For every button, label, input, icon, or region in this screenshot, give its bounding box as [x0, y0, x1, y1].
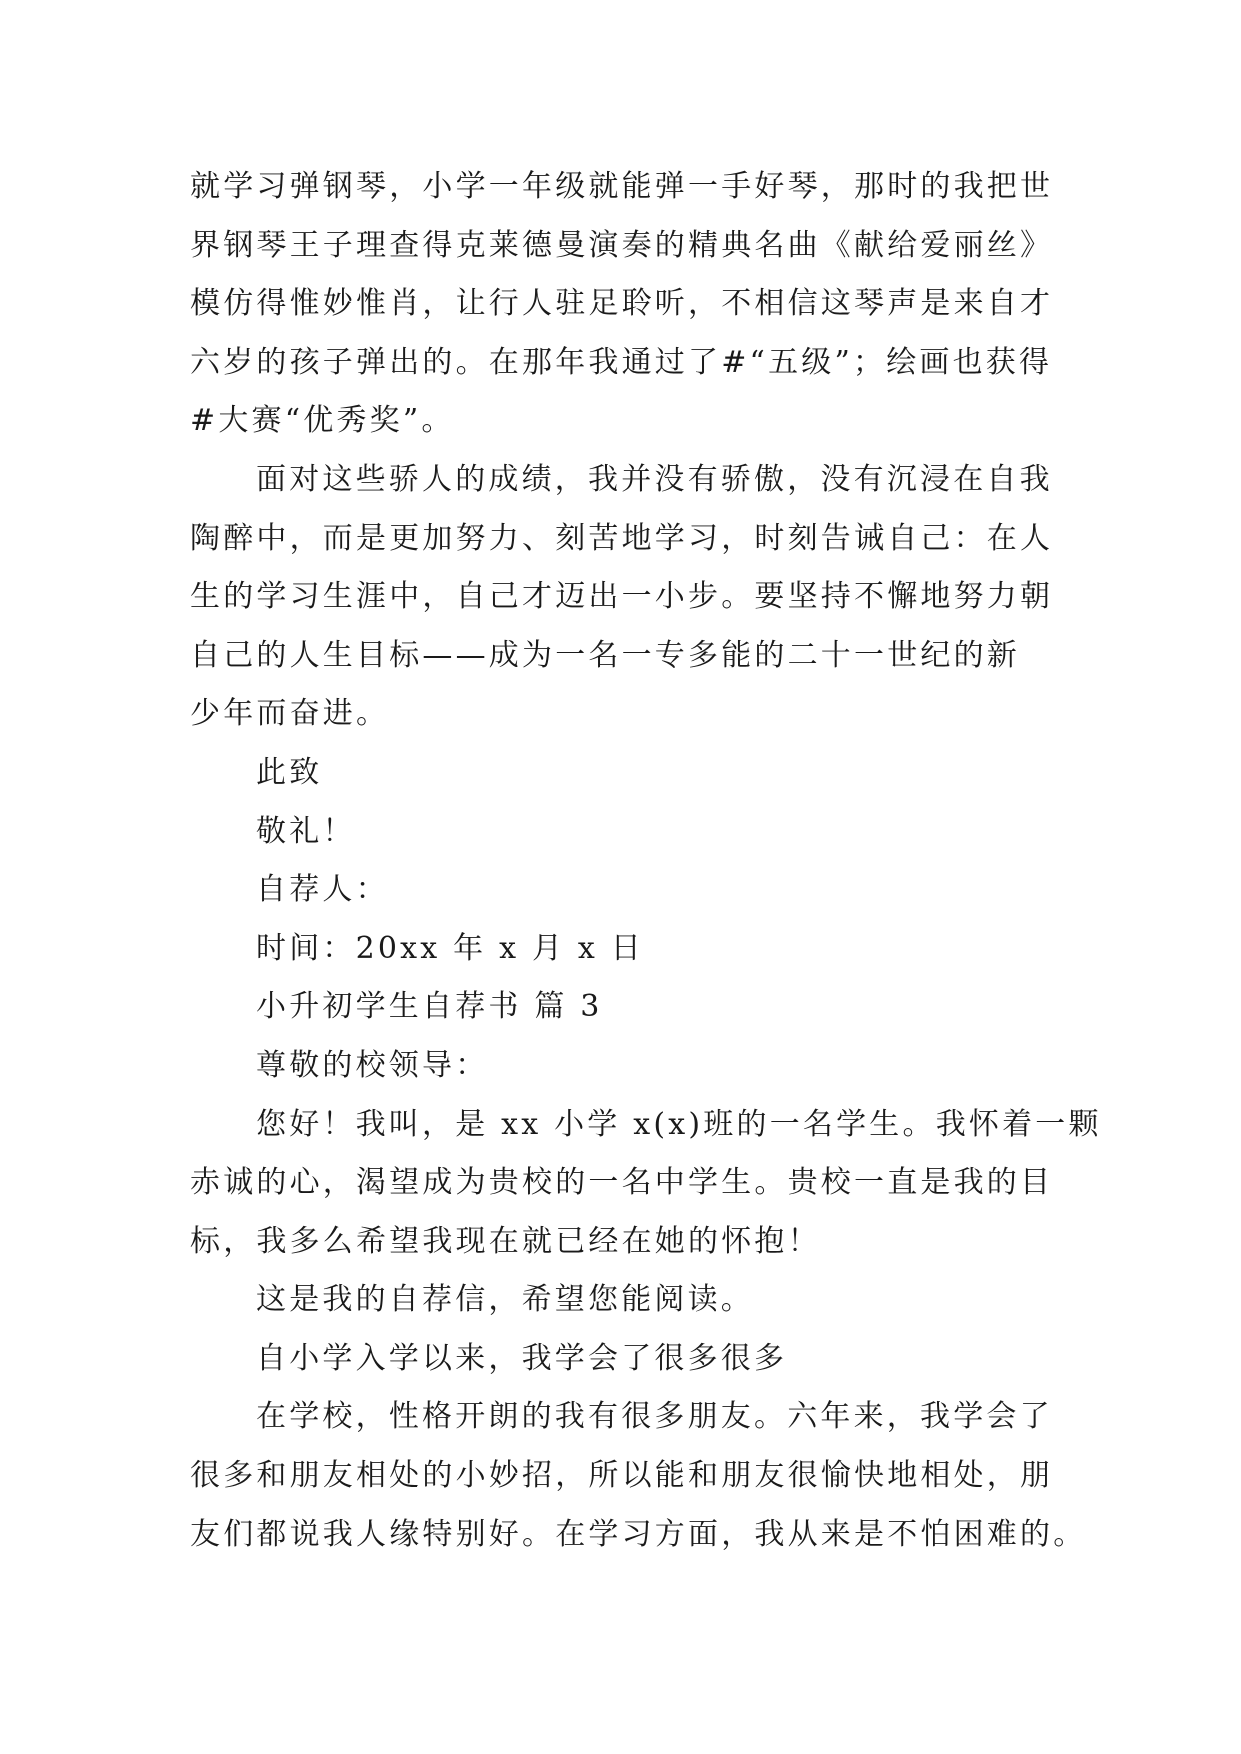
paragraph-start-line: 自小学入学以来，我学会了很多很多 — [256, 1340, 788, 1376]
text-line: 少年而奋进。 — [190, 696, 390, 732]
text-line: 很多和朋友相处的小妙招，所以能和朋友很愉快地相处，朋 — [190, 1458, 1054, 1494]
paragraph-start-line: 面对这些骄人的成绩，我并没有骄傲，没有沉浸在自我 — [256, 461, 1053, 497]
paragraph-start-line: 这是我的自荐信，希望您能阅读。 — [256, 1282, 754, 1318]
text-line: 模仿得惟妙惟肖，让行人驻足聆听，不相信这琴声是来自才 — [190, 286, 1054, 322]
text-line: 界钢琴王子理查得克莱德曼演奏的精典名曲《献给爱丽丝》 — [190, 227, 1054, 263]
text-line: 标，我多么希望我现在就已经在她的怀抱！ — [190, 1223, 821, 1259]
text-line: 陶醉中，而是更加努力、刻苦地学习，时刻告诫自己：在人 — [190, 520, 1054, 556]
text-line: #大赛“优秀奖”。 — [190, 403, 455, 439]
date-line: 时间：20xx 年 x 月 x 日 — [256, 930, 644, 966]
text-line: 赤诚的心，渴望成为贵校的一名中学生。贵校一直是我的目 — [190, 1165, 1054, 1201]
greeting-line: 尊敬的校领导： — [256, 1047, 489, 1083]
text-line: 就学习弹钢琴，小学一年级就能弹一手好琴，那时的我把世 — [190, 169, 1054, 204]
closing-salutation: 此致 — [256, 754, 323, 790]
text-line: 友们都说我人缘特别好。在学习方面，我从来是不怕困难的。 — [190, 1516, 1087, 1552]
text-line: 六岁的孩子弹出的。在那年我通过了#“五级”；绘画也获得 — [190, 344, 1053, 380]
text-line: 生的学习生涯中，自己才迈出一小步。要坚持不懈地努力朝 — [190, 579, 1054, 615]
text-line: 自己的人生目标——成为一名一专多能的二十一世纪的新 — [190, 637, 1020, 673]
document-page — [190, 158, 1102, 1564]
signature-label: 自荐人： — [256, 872, 389, 908]
paragraph-start-line: 您好！我叫，是 xx 小学 x(x)班的一名学生。我怀着一颗 — [256, 1106, 1102, 1142]
closing-regards: 敬礼！ — [256, 813, 356, 849]
section-heading: 小升初学生自荐书 篇 3 — [256, 989, 603, 1025]
paragraph-start-line: 在学校，性格开朗的我有很多朋友。六年来，我学会了 — [256, 1399, 1053, 1435]
